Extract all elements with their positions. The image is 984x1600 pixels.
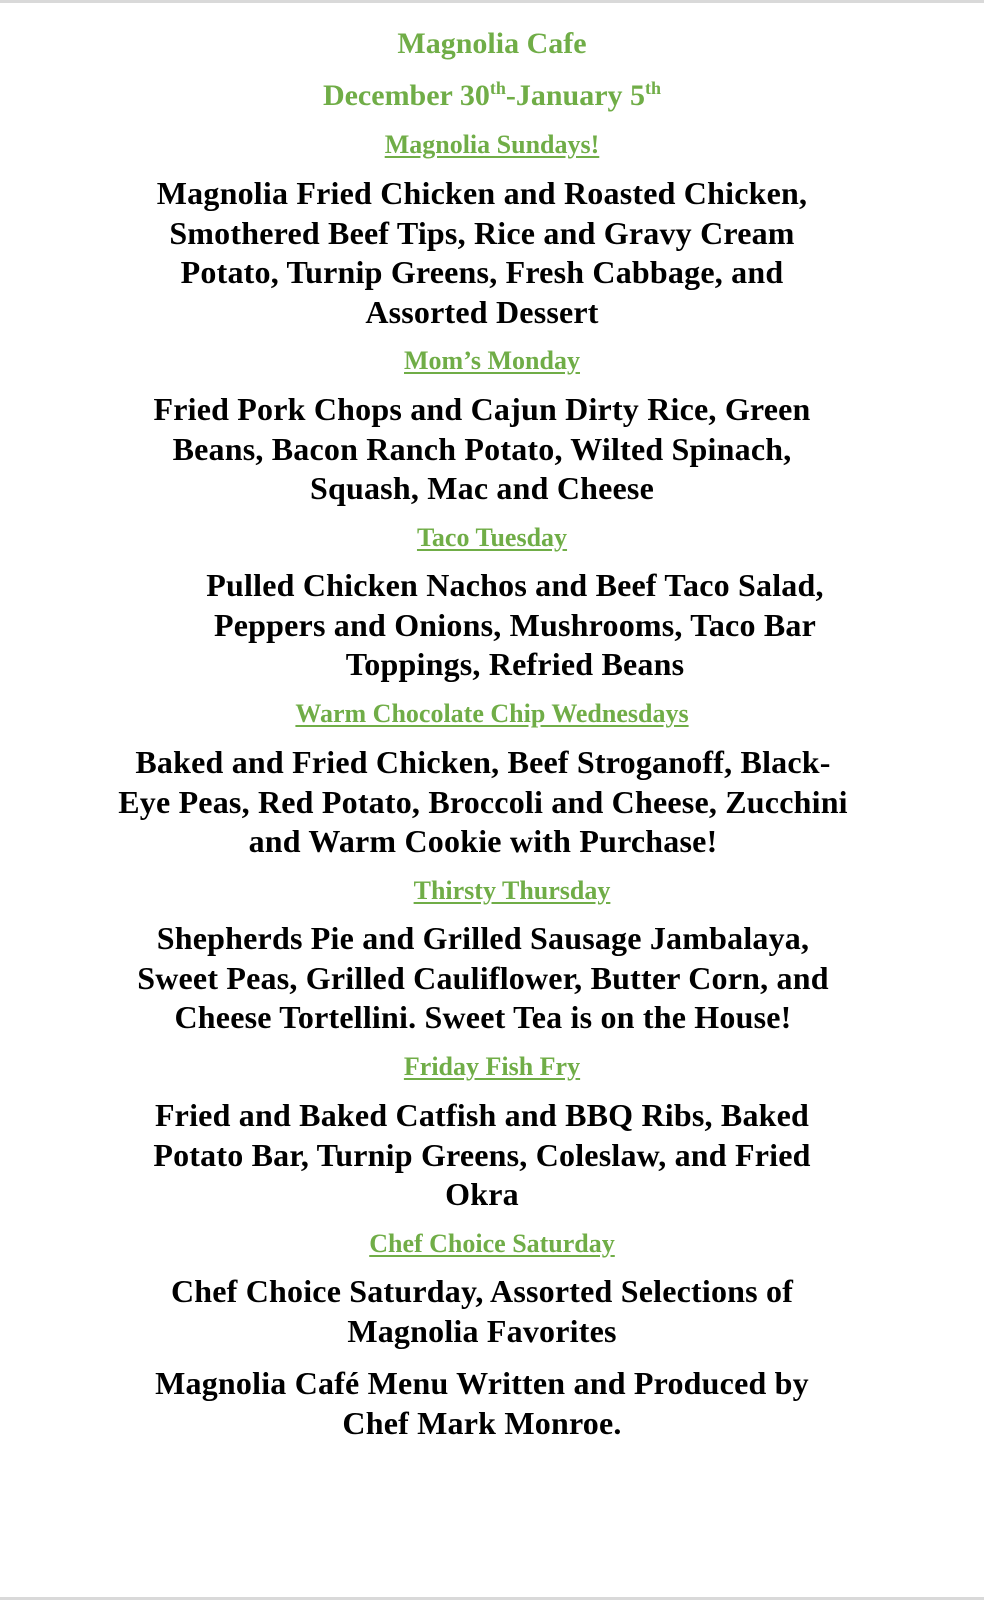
day-menu-wednesday: Baked and Fried Chicken, Beef Stroganoff, Black-Eye Peas, Red Potato, Broccoli and Cheese, Zucchini and Warm Cookie with Purchase! [118, 744, 848, 860]
day-heading-wednesday: Warm Chocolate Chip Wednesdays [295, 699, 689, 728]
day-menu-friday: Fried and Baked Catfish and BBQ Ribs, Baked Potato Bar, Turnip Greens, Coleslaw, and Fried Okra [153, 1097, 811, 1213]
date-start: December 30 [322, 79, 490, 112]
cafe-title: Magnolia Cafe [397, 27, 587, 60]
date-end: January 5 [515, 79, 646, 112]
day-menu-sunday: Magnolia Fried Chicken and Roasted Chicken, Smothered Beef Tips, Rice and Gravy Cream Potato, Turnip Greens, Fresh Cabbage, and Assorted Dessert [156, 175, 808, 330]
menu-credit: Magnolia Café Menu Written and Produced by Chef Mark Monroe. [155, 1365, 809, 1441]
day-menu-saturday: Chef Choice Saturday, Assorted Selections of Magnolia Favorites [170, 1273, 794, 1349]
date-start-suffix: th [489, 78, 506, 98]
day-heading-monday: Mom’s Monday [404, 346, 580, 375]
day-menu-monday: Fried Pork Chops and Cajun Dirty Rice, Green Beans, Bacon Ranch Potato, Wilted Spinach, Squash, Mac and Cheese [153, 391, 811, 507]
day-heading-saturday: Chef Choice Saturday [369, 1229, 615, 1258]
day-heading-sunday: Magnolia Sundays! [384, 130, 600, 159]
date-end-suffix: th [645, 78, 662, 98]
day-menu-tuesday: Pulled Chicken Nachos and Beef Taco Salad, Peppers and Onions, Mushrooms, Taco Bar Toppings, Refried Beans [206, 567, 824, 683]
day-heading-friday: Friday Fish Fry [403, 1052, 581, 1081]
day-heading-tuesday: Taco Tuesday [416, 523, 568, 552]
top-border [0, 0, 984, 3]
menu-date-range [0, 79, 984, 113]
date-separator: - [505, 79, 516, 112]
day-heading-thursday: Thirsty Thursday [413, 876, 611, 905]
day-menu-thursday: Shepherds Pie and Grilled Sausage Jambalaya, Sweet Peas, Grilled Cauliflower, Butter Corn, and Cheese Tortellini. Sweet Tea is on the House! [137, 920, 829, 1036]
